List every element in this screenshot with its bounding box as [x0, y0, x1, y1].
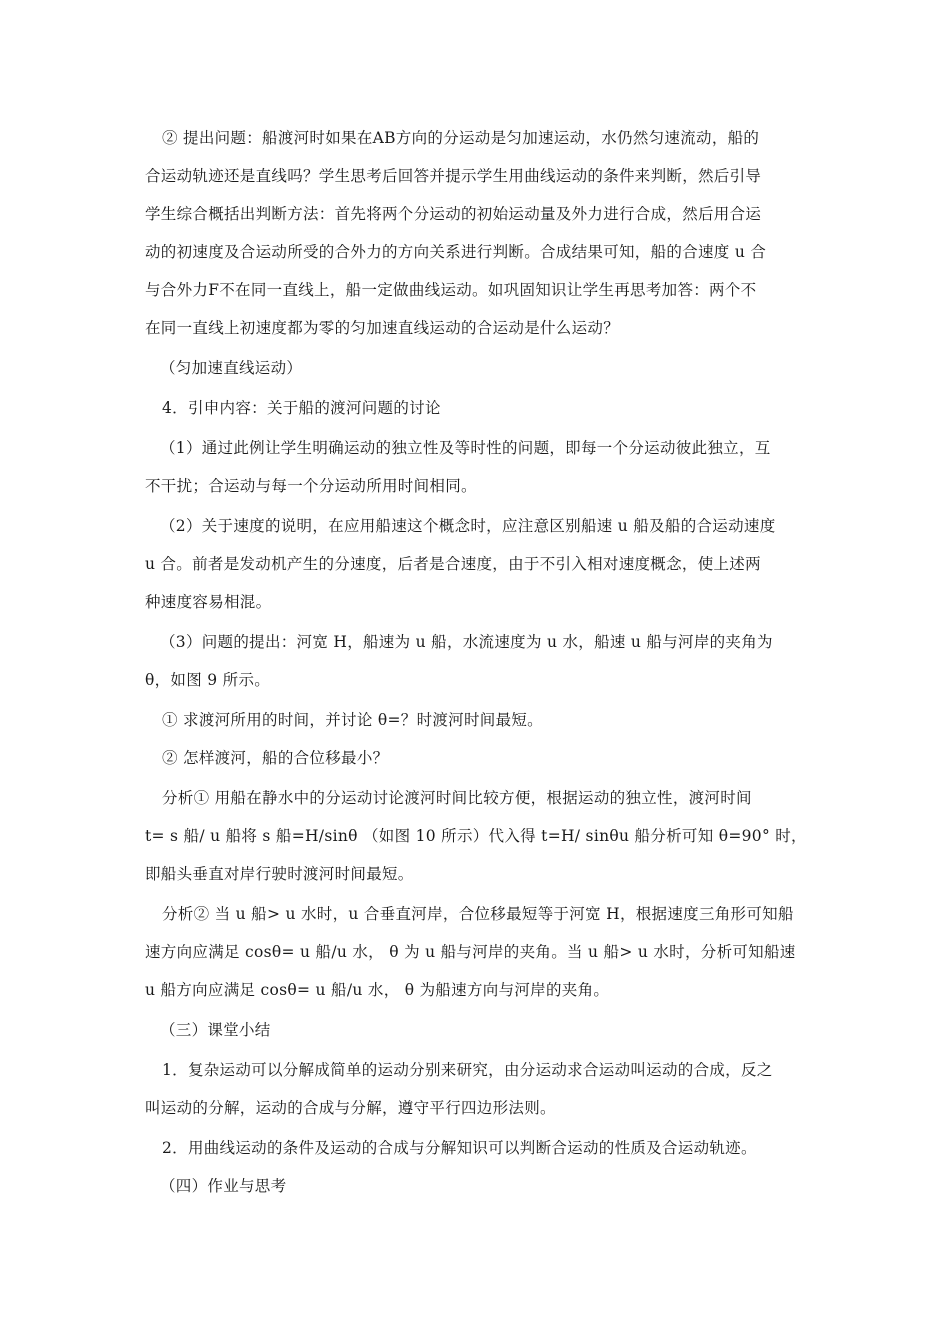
paragraph-line-14: （3）问题的提出：河宽 H，船速为 u 船，水流速度为 u 水，船速 u 船与河岸的夹角为: [160, 633, 773, 651]
paragraph-line-5: 与合外力F不在同一直线上，船一定做曲线运动。如巩固知识让学生再思考加答：两个不: [145, 281, 757, 299]
analysis-1-line-3: 即船头垂直对岸行驶时渡河时间最短。: [145, 865, 414, 883]
paragraph-line-15: θ，如图 9 所示。: [145, 671, 271, 689]
paragraph-line-9: （1）通过此例让学生明确运动的独立性及等时性的问题，即每一个分运动彼此独立，互: [160, 439, 771, 457]
section-heading-summary: （三）课堂小结: [160, 1021, 271, 1039]
paragraph-line-6: 在同一直线上初速度都为零的匀加速直线运动的合运动是什么运动？: [145, 319, 620, 337]
analysis-2-line-2: 速方向应满足 cosθ= u 船/u 水， θ 为 u 船与河岸的夹角。当 u 船> u 水时，分析可知船速: [145, 943, 796, 961]
paragraph-line-7: （匀加速直线运动）: [160, 359, 303, 377]
paragraph-line-1: ② 提出问题：船渡河时如果在AB方向的分运动是匀加速运动，水仍然匀速流动，船的: [162, 129, 760, 147]
paragraph-line-2: 合运动轨迹还是直线吗？学生思考后回答并提示学生用曲线运动的条件来判断，然后引导: [145, 167, 762, 185]
analysis-2-line-3: u 船方向应满足 cosθ= u 船/u 水， θ 为船速方向与河岸的夹角。: [145, 981, 610, 999]
analysis-1-line-2: t= s 船/ u 船将 s 船=H/sinθ （如图 10 所示）代入得 t=H/ sinθu 船分析可知 θ=90° 时，: [145, 827, 807, 845]
question-2: ② 怎样渡河，船的合位移最小？: [162, 749, 389, 767]
paragraph-line-11: （2）关于速度的说明，在应用船速这个概念时，应注意区别船速 u 船及船的合运动速度: [160, 517, 776, 535]
analysis-2-line-1: 分析② 当 u 船> u 水时，u 合垂直河岸，合位移最短等于河宽 H，根据速度三角形可知船: [162, 905, 794, 923]
paragraph-line-3: 学生综合概括出判断方法：首先将两个分运动的初始运动量及外力进行合成，然后用合运: [145, 205, 762, 223]
paragraph-line-4: 动的初速度及合运动所受的合外力的方向关系进行判断。合成结果可知，船的合速度 u 合: [145, 243, 767, 261]
summary-item-2: 2．用曲线运动的条件及运动的合成与分解知识可以判断合运动的性质及合运动轨迹。: [162, 1139, 757, 1157]
paragraph-line-13: 种速度容易相混。: [145, 593, 272, 611]
paragraph-line-12: u 合。前者是发动机产生的分速度，后者是合速度，由于不引入相对速度概念，使上述两: [145, 555, 761, 573]
section-heading-4: 4．引申内容：关于船的渡河问题的讨论: [162, 399, 441, 417]
paragraph-line-10: 不干扰；合运动与每一个分运动所用时间相同。: [145, 477, 477, 495]
summary-item-1-line-2: 叫运动的分解，运动的合成与分解，遵守平行四边形法则。: [145, 1099, 556, 1117]
question-1: ① 求渡河所用的时间，并讨论 θ=？时渡河时间最短。: [162, 711, 543, 729]
section-heading-homework: （四）作业与思考: [160, 1177, 287, 1195]
analysis-1-line-1: 分析① 用船在静水中的分运动讨论渡河时间比较方便，根据运动的独立性，渡河时间: [162, 789, 752, 807]
summary-item-1-line-1: 1．复杂运动可以分解成简单的运动分别来研究，由分运动求合运动叫运动的合成，反之: [162, 1061, 773, 1079]
